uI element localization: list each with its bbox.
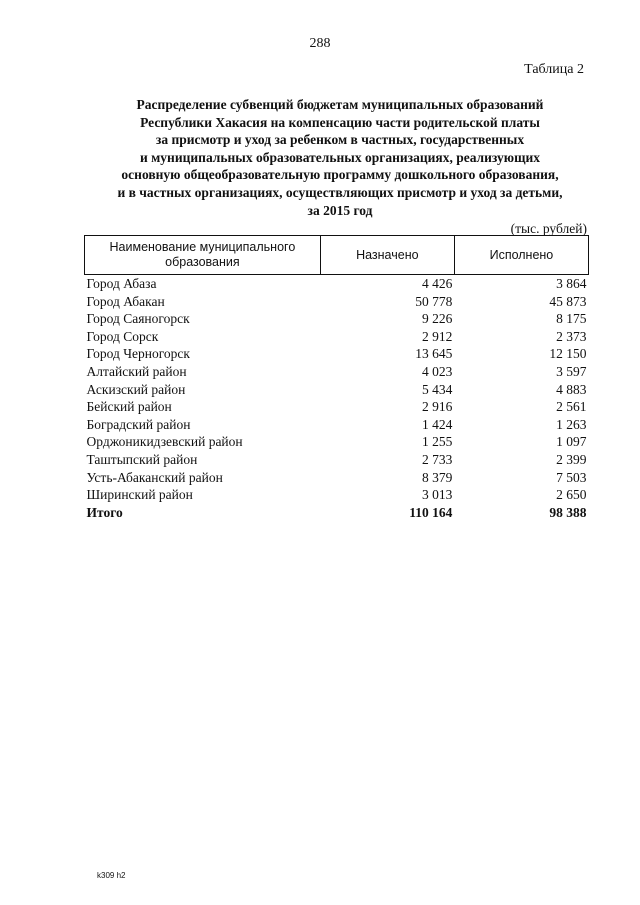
cell-executed: 2 399 <box>556 451 587 467</box>
table-row <box>85 328 589 346</box>
title-line: и муниципальных образовательных организациях, реализующих <box>139 149 541 165</box>
cell-name: Алтайский район <box>86 363 187 379</box>
cell-executed: 1 097 <box>556 434 587 450</box>
cell-name: Город Черногорск <box>86 346 190 362</box>
footer-code: k309 h2 <box>97 871 126 880</box>
cell-name: Ширинский район <box>86 487 193 503</box>
cell-executed: 2 561 <box>556 399 587 415</box>
cell-name: Город Абаза <box>86 276 157 291</box>
table-row <box>85 433 589 451</box>
cell-executed: 45 873 <box>549 293 587 309</box>
table-label: Таблица 2 <box>524 62 584 77</box>
table-row <box>85 381 589 399</box>
cell-executed: 3 597 <box>556 363 587 379</box>
cell-assigned: 2 912 <box>421 328 453 344</box>
table-row <box>85 451 589 469</box>
title-line: Распределение субвенций бюджетам муниципальных образований <box>136 97 544 112</box>
cell-assigned: 9 226 <box>421 311 453 327</box>
cell-name: Таштыпский район <box>86 451 198 467</box>
cell-assigned: 2 733 <box>421 451 453 467</box>
title-line: Республики Хакасия на компенсацию части родительской платы <box>140 114 540 130</box>
table-row <box>85 275 589 293</box>
cell-name: Город Абакан <box>86 293 165 309</box>
table-header-row <box>85 236 589 275</box>
table-row <box>85 469 589 487</box>
table-row <box>85 416 589 434</box>
cell-assigned: 50 778 <box>415 293 453 309</box>
table-row <box>85 398 589 416</box>
cell-assigned: 4 426 <box>421 276 453 291</box>
title-line: и в частных организациях, осуществляющих присмотр и уход за детьми, <box>117 184 563 200</box>
cell-assigned: 110 164 <box>409 504 453 520</box>
cell-assigned: 5 434 <box>421 381 453 397</box>
cell-assigned: 1 424 <box>421 416 453 432</box>
cell-name: Боградский район <box>86 416 191 432</box>
cell-name: Город Сорск <box>86 328 159 344</box>
table-row <box>85 363 589 381</box>
cell-name: Орджоникидзевский район <box>86 434 243 450</box>
table-row <box>85 486 589 504</box>
cell-name: Бейский район <box>86 399 172 415</box>
table-row <box>85 293 589 311</box>
cell-assigned: 1 255 <box>421 434 453 450</box>
cell-assigned: 8 379 <box>421 469 453 485</box>
cell-executed: 3 864 <box>556 276 587 291</box>
table-row <box>85 310 589 328</box>
page-number: 288 <box>309 36 331 51</box>
cell-executed: 1 263 <box>556 416 587 432</box>
cell-name: Итого <box>86 504 123 520</box>
header-executed: Исполнено <box>454 236 588 275</box>
cell-executed: 8 175 <box>556 311 587 327</box>
header-assigned: Назначено <box>320 236 454 275</box>
table-row <box>85 345 589 363</box>
table-body <box>85 275 589 522</box>
cell-executed: 2 650 <box>556 487 587 503</box>
cell-name: Аскизский район <box>86 381 186 397</box>
cell-executed: 2 373 <box>556 328 587 344</box>
document-title <box>70 96 610 219</box>
cell-executed: 98 388 <box>549 504 587 520</box>
cell-executed: 4 883 <box>556 381 587 397</box>
cell-assigned: 13 645 <box>415 346 453 362</box>
cell-executed: 7 503 <box>556 469 587 485</box>
units-note: (тыс. рублей) <box>510 221 587 236</box>
cell-executed: 12 150 <box>549 346 587 362</box>
title-line: за 2015 год <box>307 202 373 218</box>
table-total-row <box>85 504 589 522</box>
cell-assigned: 2 916 <box>421 399 453 415</box>
header-name: Наименование муниципального образования <box>85 236 321 275</box>
cell-assigned: 3 013 <box>421 487 453 503</box>
cell-assigned: 4 023 <box>421 363 453 379</box>
title-line: за присмотр и уход за ребенком в частных, государственных <box>155 132 525 148</box>
cell-name: Усть-Абаканский район <box>86 469 223 485</box>
subvention-table <box>84 235 589 521</box>
cell-name: Город Саяногорск <box>86 311 190 327</box>
title-line: основную общеобразовательную программу дошкольного образования, <box>121 167 559 183</box>
